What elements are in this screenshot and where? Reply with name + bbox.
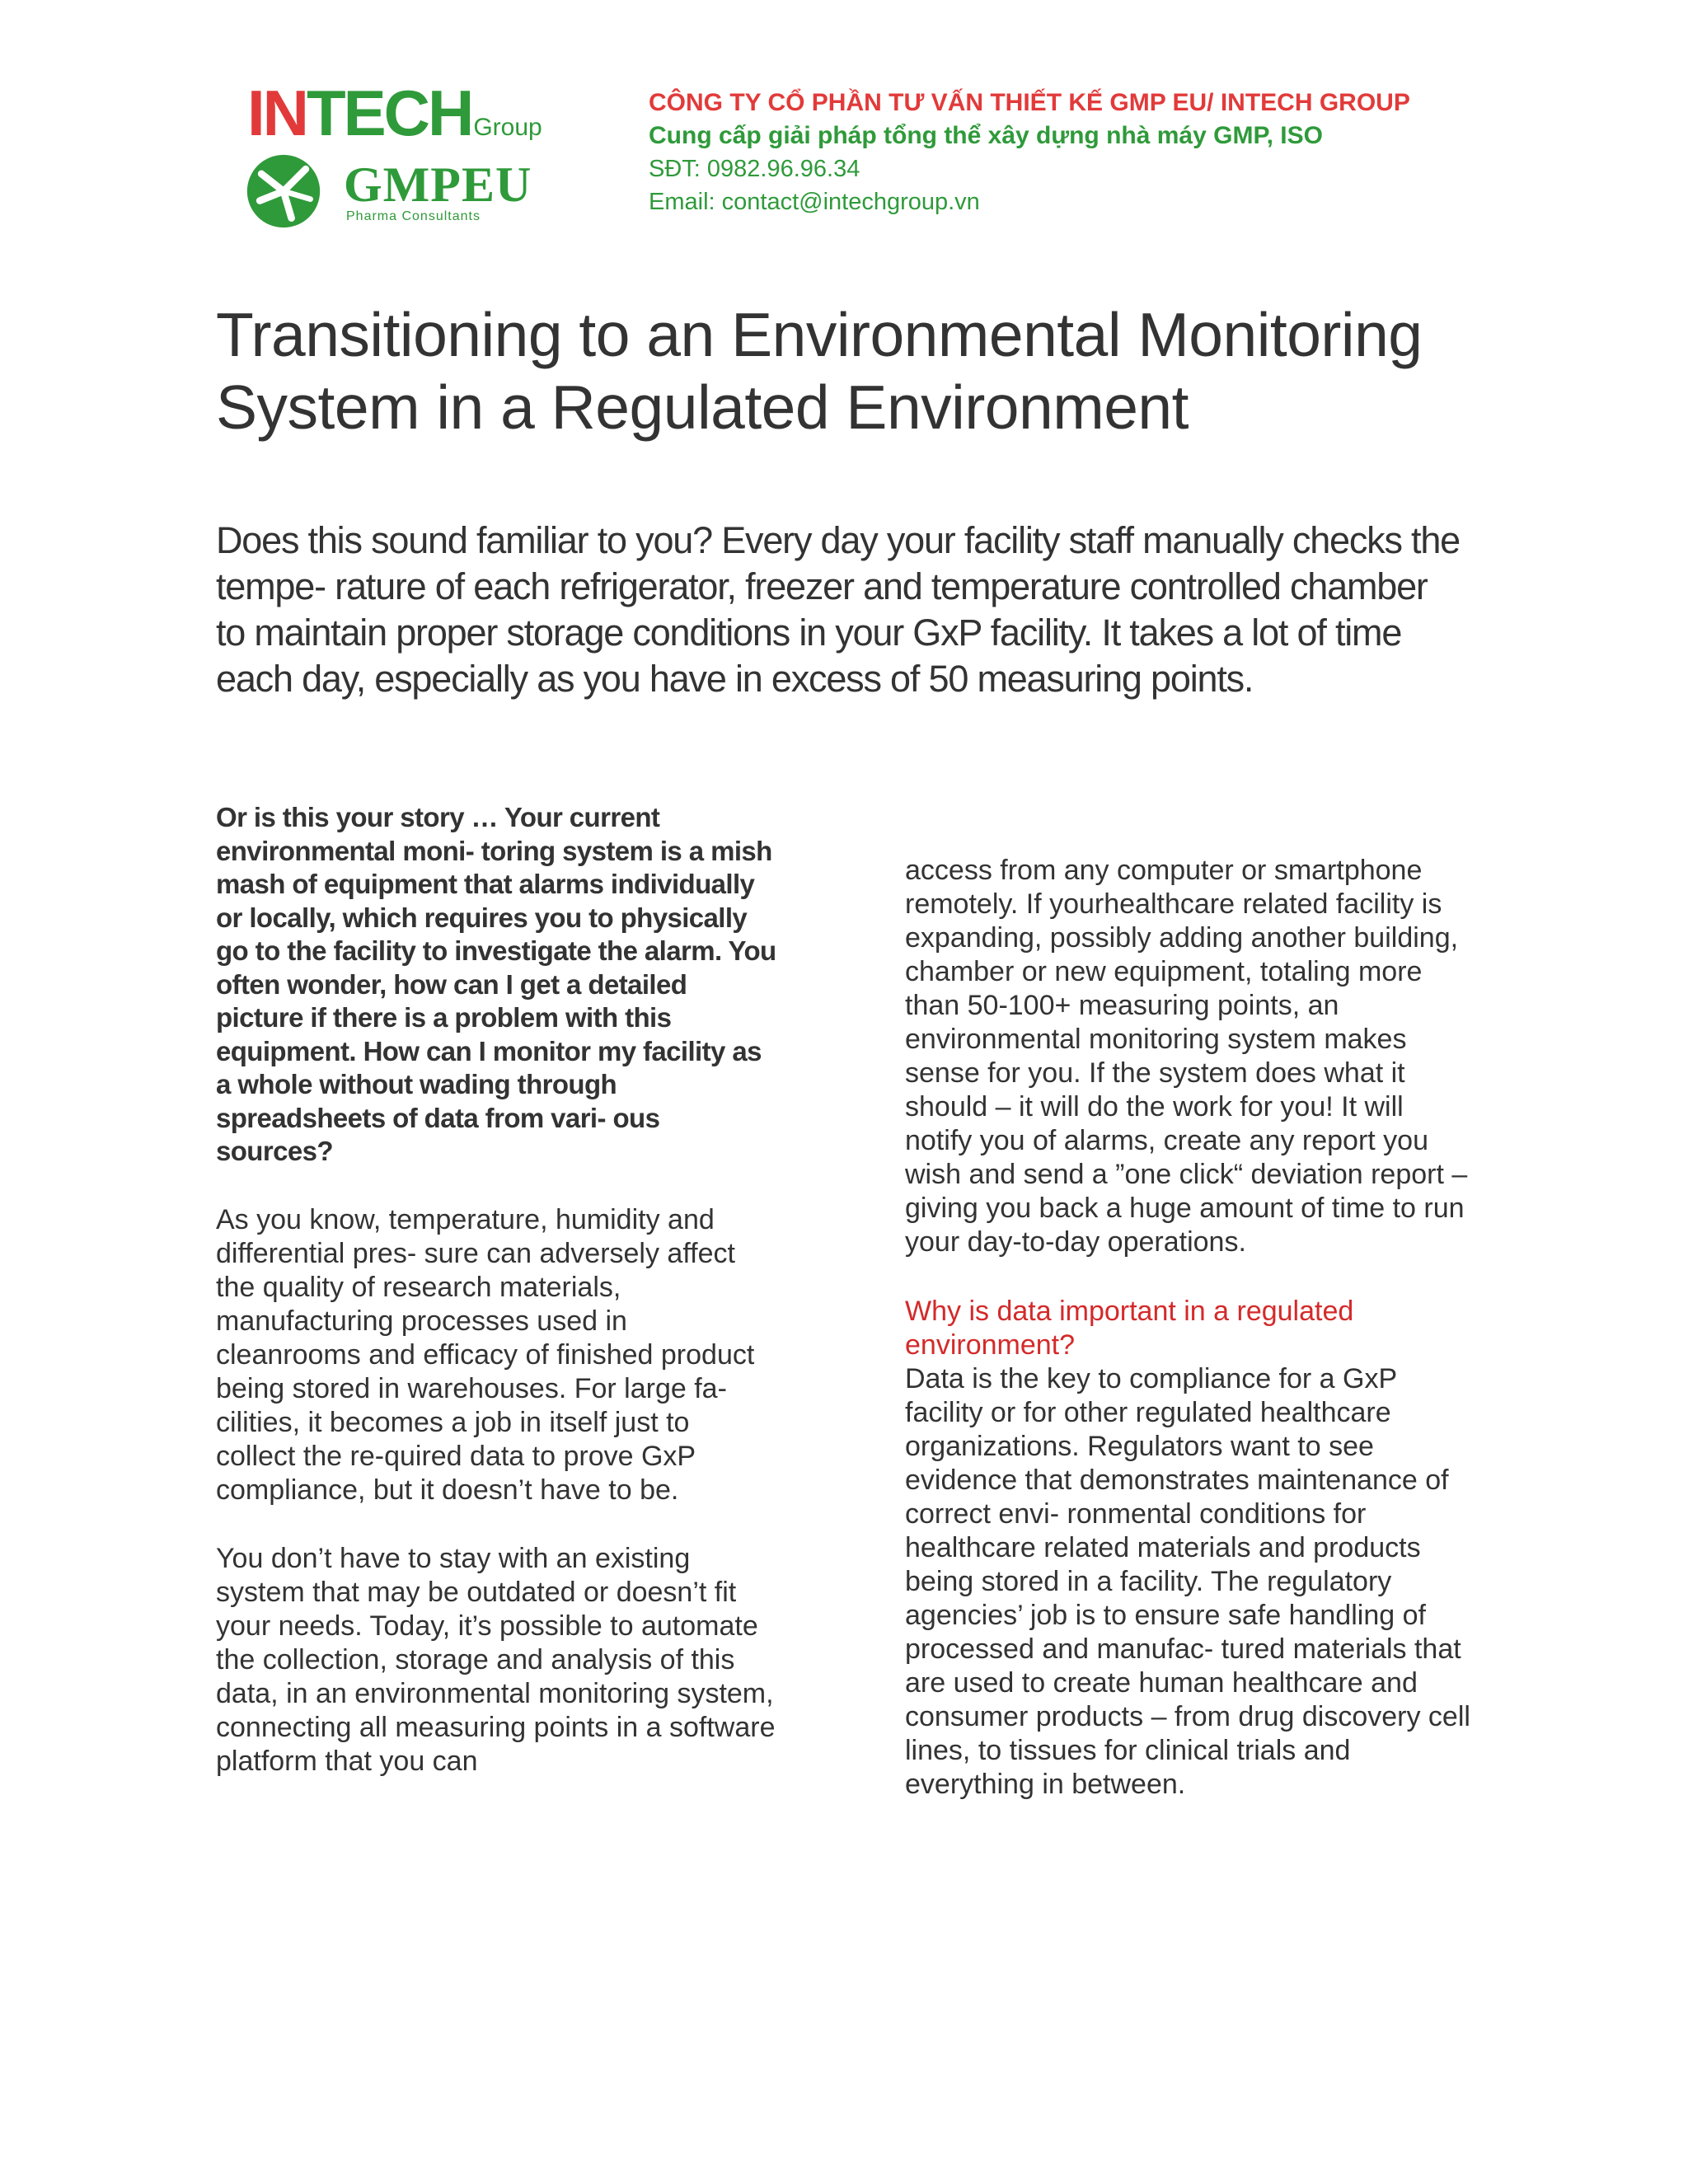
company-email: Email: contact@intechgroup.vn <box>649 189 980 215</box>
gmpeu-logo-subtitle: Pharma Consultants <box>346 209 481 223</box>
company-logos <box>241 76 542 241</box>
right-column <box>905 854 1474 1802</box>
company-info <box>649 87 1410 218</box>
story-paragraph: Or is this your story … Your current environmental moni- toring system is a mish mash of equipment that alarms individually or locally, which requires you to physically go to the facility to investigate the alarm. You often wonder, how can I get a detailed picture if there is a problem with this equipment. How can I monitor my facility as a whole without wading through spreadsheets of data from vari- ous sources? <box>216 802 776 1166</box>
gmpeu-emblem-icon <box>244 152 323 231</box>
company-tagline: Cung cấp giải pháp tổng thể xây dựng nhà máy GMP, ISO <box>649 122 1323 149</box>
company-name: CÔNG TY CỔ PHẦN TƯ VẤN THIẾT KẾ GMP EU/ INTECH GROUP <box>649 89 1410 116</box>
logo-intech-group: Group <box>473 114 542 141</box>
logo-intech-tech: TECH <box>307 77 472 149</box>
body-paragraph: As you know, temperature, humidity and differential pres- sure can adversely affect the quality of research materials, manufacturing processes used in cleanrooms and efficacy of finished product being stored in warehouses. For large fa- cilities, it becomes a job in itself just to collect the re-quired data to prove GxP compliance, but it doesn’t have to be. <box>216 1203 755 1506</box>
section-heading: Why is data important in a regulated environment? <box>905 1296 1354 1361</box>
gmpeu-logo-text: GMPEU <box>344 157 532 212</box>
body-paragraph: Data is the key to compliance for a GxP facility or for other regulated healthcare organizations. Regulators want to see evidence that demonstrates maintenance of correct envi- ronmental conditions for healthcare related materials and products being stored in a facility. The regulatory agencies’ job is to ensure safe handling of processed and manufac- tured materials that are used to create human healthcare and consumer products – from drug discovery cell lines, to tissues for clinical trials and everything in between. <box>905 1363 1470 1800</box>
company-phone: SĐT: 0982.96.96.34 <box>649 156 860 182</box>
logo-intech-in: IN <box>247 77 307 149</box>
body-paragraph: You don’t have to stay with an existing system that may be outdated or doesn’t fit your needs. Today, it’s possible to automate the collection, storage and analysis of this data, in an environmental monitoring system, connecting all measuring points in a software platform that you can <box>216 1542 776 1777</box>
body-paragraph: access from any computer or smartphone remotely. If yourhealthcare related facility is expanding, possibly adding another building, chamber or new equipment, totaling more than 50-100+ measuring points, an environmental monitoring system makes sense for you. If the system does what it should – it will do the work for you! It will notify you of alarms, create any report you wish and send a ”one click“ deviation report – giving you back a huge amount of time to run your day-to-day operations. <box>905 855 1468 1258</box>
page-title: Transitioning to an Environmental Monitoring System in a Regulated Environment <box>216 300 1423 442</box>
lead-paragraph: Does this sound familiar to you? Every day your facility staff manually checks the tempe- rature of each refrigerator, freezer and temperature controlled chamber to maintain proper storage conditions in your GxP facility. It takes a lot of time each day, especially as you have in excess of 50 measuring points. <box>216 519 1461 700</box>
left-column <box>216 801 776 1779</box>
intech-group-logo <box>247 76 542 151</box>
